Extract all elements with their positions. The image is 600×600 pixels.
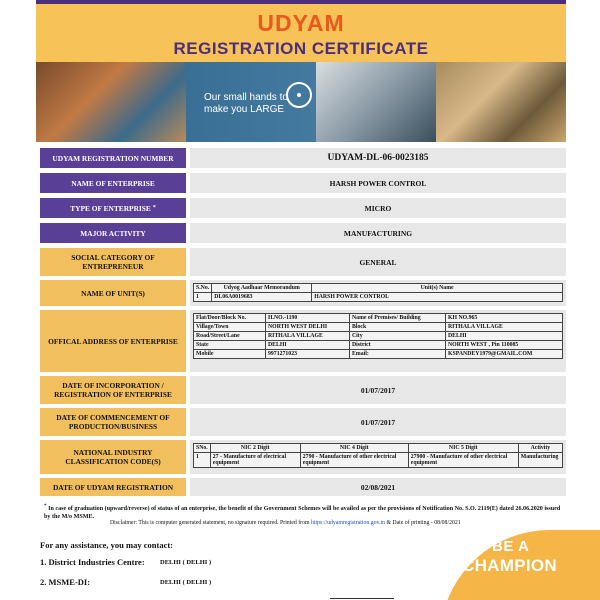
address-table-wrap — [190, 310, 566, 372]
label-enterprise-name: NAME OF ENTERPRISE — [40, 173, 186, 193]
address-value: DELHI — [266, 341, 350, 350]
banner-tagline-line2: make you LARGE — [204, 104, 285, 115]
address-key: Email: — [350, 350, 446, 359]
address-value: NORTH WEST , Pin 110085 — [446, 341, 563, 350]
units-cell-uam: DL06A0019683 — [212, 293, 312, 302]
certificate-header — [36, 0, 566, 62]
value-commencement-date: 01/07/2017 — [190, 408, 566, 436]
row-address — [40, 310, 566, 372]
msme-di-value: DELHI ( DELHI ) — [160, 579, 212, 586]
table-row — [194, 350, 563, 359]
label-enterprise-type-text: TYPE OF ENTERPRISE — [70, 203, 151, 213]
address-value: NORTH WEST DELHI — [266, 323, 350, 332]
value-major-activity: MANUFACTURING — [190, 223, 566, 243]
footnote-text: In case of graduation (upward/reverse) of status of an enterprise, the benefit of the Government Schemes will be availed as per the provisions of Notification No. S.O. 2119(E) dated 26.06.2020 issued by the M/o MSME. — [44, 506, 561, 521]
value-enterprise-type: MICRO — [190, 198, 566, 218]
champion-line2: CHAMPION — [462, 556, 557, 575]
units-header-name: Unit(s) Name — [312, 284, 563, 293]
nic-table-wrap — [190, 440, 566, 474]
nic-table — [193, 443, 563, 468]
nic-cell-2digit: 27 - Manufacture of electrical equipment — [210, 453, 300, 468]
footnote-mark: * — [44, 503, 47, 509]
banner-photo-artisan — [36, 62, 186, 142]
table-row — [194, 293, 563, 302]
nic-header-2digit: NIC 2 Digit — [210, 444, 300, 453]
table-row — [194, 453, 563, 468]
value-udyam-date: 02/08/2021 — [190, 478, 566, 496]
address-key: Block — [350, 323, 446, 332]
header-subtitle: REGISTRATION CERTIFICATE — [173, 39, 429, 58]
banner-photo-farm — [436, 62, 566, 142]
disclaimer-prefix: Disclaimer: This is computer generated statement, no signature required. Printed from — [110, 520, 310, 526]
address-key: City — [350, 332, 446, 341]
row-registration-number — [40, 148, 566, 168]
row-enterprise-type — [40, 198, 566, 218]
units-table-wrap — [190, 280, 566, 306]
units-header-uam: Udyog Aadhaar Memorandum — [212, 284, 312, 293]
row-udyam-date — [40, 478, 566, 496]
row-social-category — [40, 248, 566, 276]
label-registration-number: UDYAM REGISTRATION NUMBER — [40, 148, 186, 168]
row-commencement-date — [40, 408, 566, 436]
assistance-heading: For any assistance, you may contact: — [40, 540, 173, 550]
table-row — [194, 332, 563, 341]
footnote — [44, 502, 564, 521]
label-commencement-date: DATE OF COMMENCEMENT OF PRODUCTION/BUSINESS — [40, 408, 186, 436]
address-value: KSPANDEY1979@GMAIL.COM — [446, 350, 563, 359]
signature-line — [330, 598, 394, 599]
nic-header-5digit: NIC 5 Digit — [408, 444, 518, 453]
address-key: Flat/Door/Block No. — [194, 314, 266, 323]
value-incorporation-date: 01/07/2017 — [190, 376, 566, 404]
nic-cell-5digit: 27900 - Manufacture of other electrical equipment — [408, 453, 518, 468]
units-header-row — [194, 284, 563, 293]
address-key: Name of Premises/ Building — [350, 314, 446, 323]
address-key: Mobile — [194, 350, 266, 359]
label-incorporation-date: DATE OF INCORPORATION / REGISTRATION OF ENTERPRISE — [40, 376, 186, 404]
label-social-category: SOCIAL CATEGORY OF ENTREPRENEUR — [40, 248, 186, 276]
nic-header-sno: SNo. — [194, 444, 211, 453]
disclaimer — [110, 520, 461, 526]
address-key: District — [350, 341, 446, 350]
asterisk-mark: * — [152, 204, 156, 211]
nic-cell-activity: Manufacturing — [518, 453, 562, 468]
address-table — [193, 313, 563, 359]
table-row — [194, 323, 563, 332]
row-nic-codes — [40, 440, 566, 474]
nic-header-4digit: NIC 4 Digit — [300, 444, 408, 453]
nic-cell-4digit: 2790 - Manufacture of other electrical equipment — [300, 453, 408, 468]
units-header-sno: S.No. — [194, 284, 212, 293]
address-key: State — [194, 341, 266, 350]
row-incorporation-date — [40, 376, 566, 404]
value-social-category: GENERAL — [190, 248, 566, 276]
address-value: 9971271023 — [266, 350, 350, 359]
banner-tagline-line1: Our small hands to — [204, 92, 288, 103]
address-value: RITHALA VILLAGE — [446, 323, 563, 332]
units-cell-sno: 1 — [194, 293, 212, 302]
champion-badge — [440, 530, 600, 600]
value-registration-number: UDYAM-DL-06-0023185 — [190, 148, 566, 168]
address-value: KH NO.965 — [446, 314, 563, 323]
disclaimer-link[interactable]: https://udyamregistration.gov.in — [310, 520, 385, 526]
address-key: Village/Town — [194, 323, 266, 332]
label-address: OFFICAL ADDRESS OF ENTERPRISE — [40, 310, 186, 372]
label-units: NAME OF UNIT(S) — [40, 280, 186, 306]
banner-photo-office — [316, 62, 436, 142]
row-enterprise-name — [40, 173, 566, 193]
header-title: UDYAM — [257, 10, 345, 36]
label-udyam-date: DATE OF UDYAM REGISTRATION — [40, 478, 186, 496]
address-value: RITHALA VILLAGE — [266, 332, 350, 341]
nic-cell-sno: 1 — [194, 453, 211, 468]
banner-image — [36, 62, 566, 142]
units-cell-name: HARSH POWER CONTROL — [312, 293, 563, 302]
value-enterprise-name: HARSH POWER CONTROL — [190, 173, 566, 193]
address-key: Road/Street/Lane — [194, 332, 266, 341]
row-units — [40, 280, 566, 306]
champion-line1: BE A — [492, 538, 530, 555]
banner-tagline — [204, 92, 288, 116]
label-nic-codes: NATIONAL INDUSTRY CLASSIFICATION CODE(S) — [40, 440, 186, 474]
label-major-activity: MAJOR ACTIVITY — [40, 223, 186, 243]
disclaimer-suffix: & Date of printing - 08/08/2021 — [386, 520, 461, 526]
label-enterprise-type — [40, 198, 186, 218]
table-row — [194, 314, 563, 323]
nic-header-row — [194, 444, 563, 453]
units-table — [193, 283, 563, 302]
banner-middle — [186, 62, 436, 142]
dic-value: DELHI ( DELHI ) — [160, 559, 212, 566]
nic-header-activity: Activity — [518, 444, 562, 453]
address-value: DELHI — [446, 332, 563, 341]
address-value: H.NO.-1190 — [266, 314, 350, 323]
row-major-activity — [40, 223, 566, 243]
chakra-icon — [286, 82, 312, 108]
table-row — [194, 341, 563, 350]
msme-di-label: 2. MSME-DI: — [40, 577, 91, 587]
dic-label: 1. District Industries Centre: — [40, 557, 145, 567]
